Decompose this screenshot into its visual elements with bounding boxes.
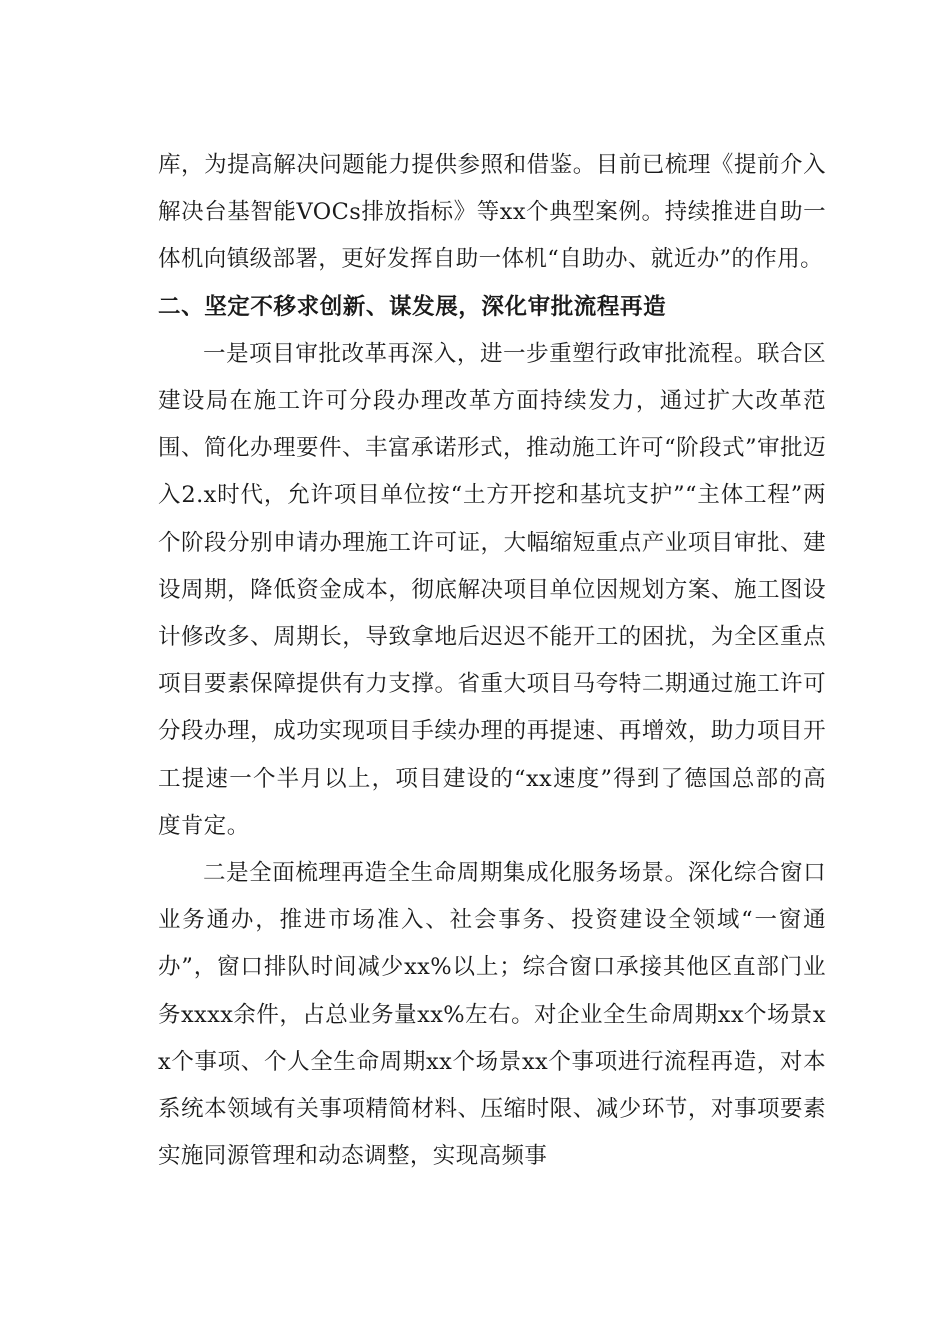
paragraph-lifecycle-services — [158, 850, 826, 1180]
paragraph-text: 联合区建设局在施工许可分段办理改革方面持续发力，通过扩大改革范围、简化办理要件、丰富承诺形式，推动施工许可“阶段式”审批迈入2.x时代，允许项目单位按“土方开挖和基坑支护”“主体工程”两个阶段分别申请办理施工许可证，大幅缩短重点产业项目审批、建设周期，降低资金成本，彻底解决项目单位因规划方案、施工图设计修改多、周期长，导致拿地后迟迟不能开工的困扰，为全区重点项目要素保障提供有力支撑。省重大项目马夸特二期通过施工许可分段办理，成功实现项目手续办理的再提速、再增效，助力项目开工提速一个半月以上，项目建设的“xx速度”得到了德国总部的高度肯定。 — [158, 340, 826, 839]
paragraph-lead: 一是项目审批改革再深入，进一步重塑行政审批流程。 — [203, 340, 757, 367]
section-heading: 二、坚定不移求创新、谋发展，深化审批流程再造 — [158, 293, 667, 320]
paragraph-project-approval — [158, 331, 826, 850]
paragraph-text: 深化综合窗口业务通办，推进市场准入、社会事务、投资建设全领域“一窗通办”，窗口排队时间减少xx%以上；综合窗口承接其他区直部门业务xxxx余件，占总业务量xx%左右。对企业全生命周期xx个场景xx个事项、个人全生命周期xx个场景xx个事项进行流程再造，对本系统本领域有关事项精简材料、压缩时限、减少环节，对事项要素实施同源管理和动态调整，实现高频事 — [158, 860, 826, 1170]
paragraph-continued: 库，为提高解决问题能力提供参照和借鉴。目前已梳理《提前介入解决台基智能VOCs排放指标》等xx个典型案例。持续推进自助一体机向镇级部署，更好发挥自助一体机“自助办、就近办”的作用。 — [158, 152, 826, 273]
document-body — [158, 142, 826, 1180]
paragraph-lead: 二是全面梳理再造全生命周期集成化服务场景。 — [203, 860, 688, 887]
